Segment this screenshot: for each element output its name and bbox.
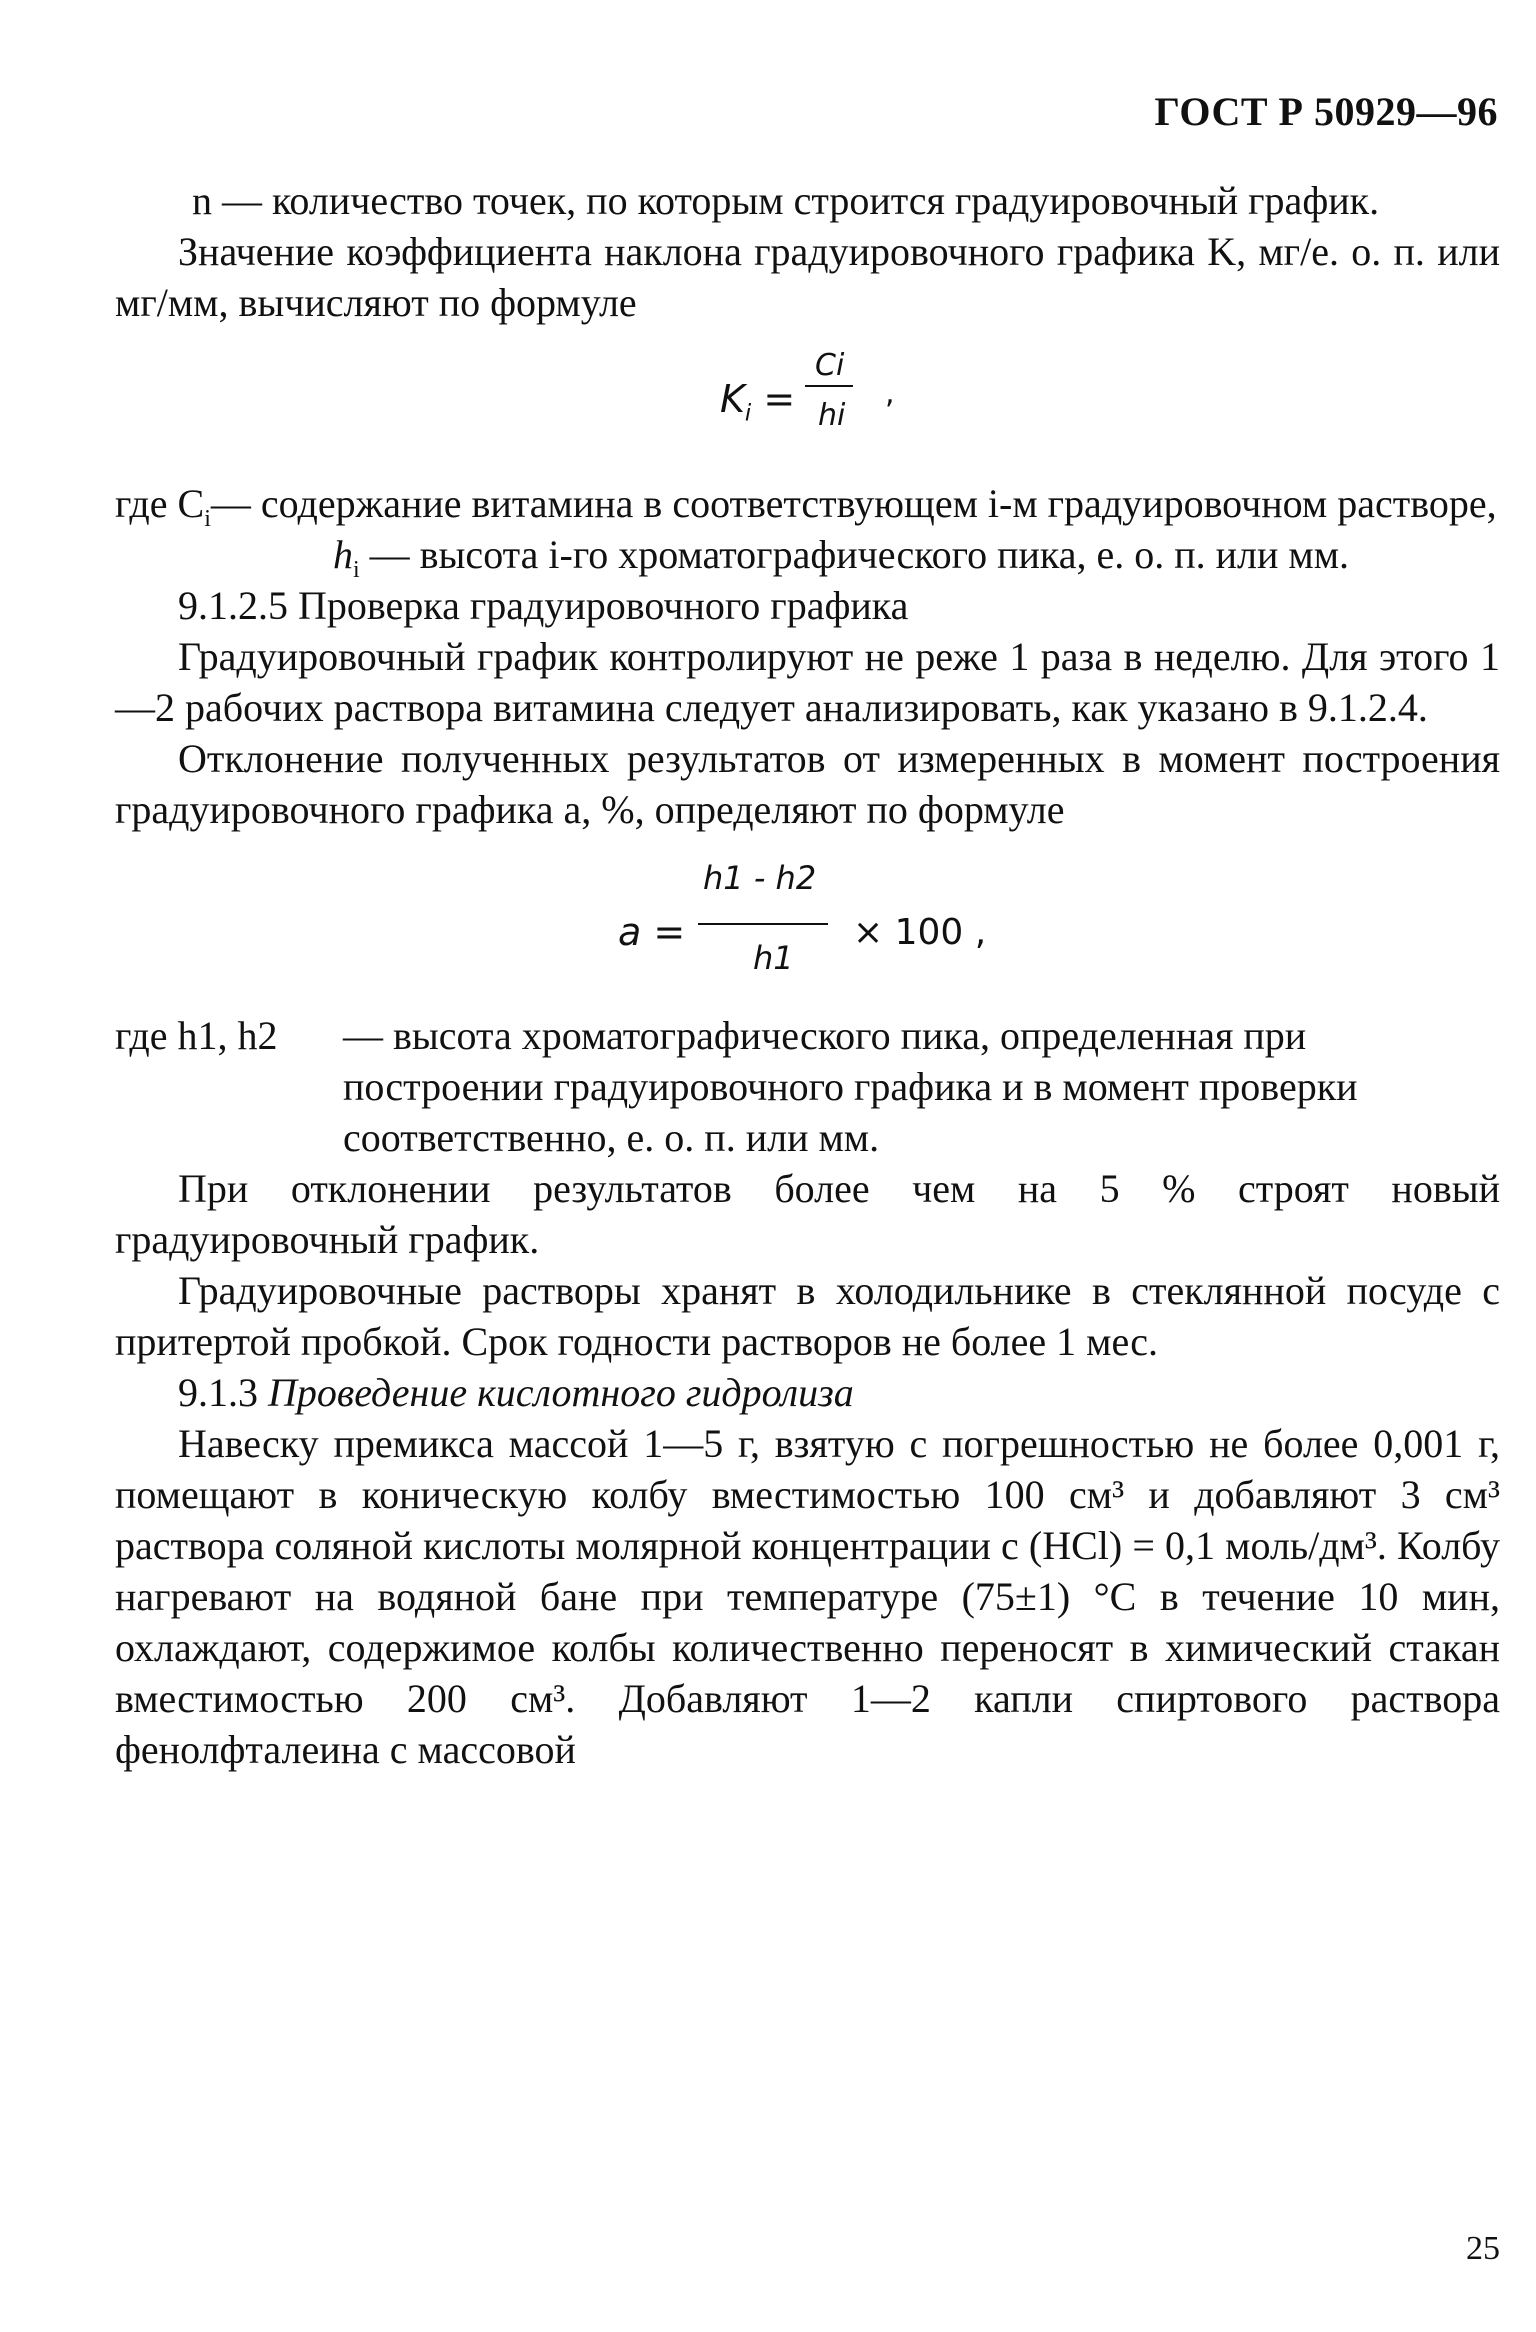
slope-formula (115, 328, 1500, 478)
fraction-bar (805, 385, 853, 387)
formula-denominator: h1 (753, 939, 794, 977)
section-heading-9-1-2-5: 9.1.2.5 Проверка градуировочного графика (178, 583, 909, 628)
storage-paragraph: Градуировочные растворы хранят в холодильнике в стеклянной посуде с притертой пробкой. Срок годности растворов не более 1 мес. (115, 1268, 1500, 1364)
formula-numerator: h1 - h2 (703, 859, 817, 897)
formula-comma: , (885, 376, 895, 411)
document-body (115, 175, 1500, 1775)
where-h1-h2-definition: где h1, h2 — высота хроматографического пика, определенная при построении градуировочного графика и в момент проверки соответственно, е. о. п. или мм. (115, 1013, 1358, 1160)
formula-lhs: $K_i$ = (720, 377, 796, 427)
variable-n-definition: n — количество точек, по которым строится градуировочный график. (192, 178, 1380, 223)
formula-multiplier: × 100 , (853, 912, 987, 953)
document-code-header: ГОСТ Р 50929—96 (1154, 89, 1498, 134)
where-ci-definition: где $C_i$ — содержание витамина в соответствующем i-м градуировочном растворе, (115, 481, 1497, 532)
slope-intro-paragraph: Значение коэффициента наклона градуировочного графика K, мг/е. о. п. или мг/мм, вычисляют по формуле (115, 229, 1500, 325)
deviation-formula (115, 835, 1500, 1010)
new-graph-paragraph: При отклонении результатов более чем на 5 % строят новый градуировочный график. (115, 1166, 1500, 1262)
fraction-bar (698, 923, 828, 925)
formula-lhs: a = (618, 910, 686, 954)
hydrolysis-paragraph: Навеску премикса массой 1—5 г, взятую с погрешностью не более 0,001 г, помещают в коническую колбу вместимостью 100 см³ и добавляют 3 см³ раствора соляной кислоты молярной концентрации c (HCl) = 0,1 моль/дм³. Колбу нагревают на водяной бане при температуре (75±1) °С в течение 10 мин, охлаждают, содержимое колбы количественно переносят в химический стакан вместимостью 200 см³. Добавляют 1—2 капли спиртового раствора фенолфталеина с массовой (115, 1421, 1500, 1772)
formula-denominator: hi (818, 398, 846, 433)
page-number: 25 (1466, 2230, 1500, 2267)
where-hi-definition: $h_i$ — высота i-го хроматографического пика, е. о. п. или мм. (333, 532, 1350, 583)
formula-numerator: Ci (815, 348, 845, 383)
deviation-paragraph: Отклонение полученных результатов от измеренных в момент построения градуировочного графика a, %, определяют по формуле (115, 736, 1500, 832)
section-heading-9-1-3: 9.1.3 Проведение кислотного гидролиза (178, 1370, 854, 1415)
control-paragraph: Градуировочный график контролируют не реже 1 раза в неделю. Для этого 1—2 рабочих раствора витамина следует анализировать, как указано в 9.1.2.4. (115, 634, 1500, 730)
